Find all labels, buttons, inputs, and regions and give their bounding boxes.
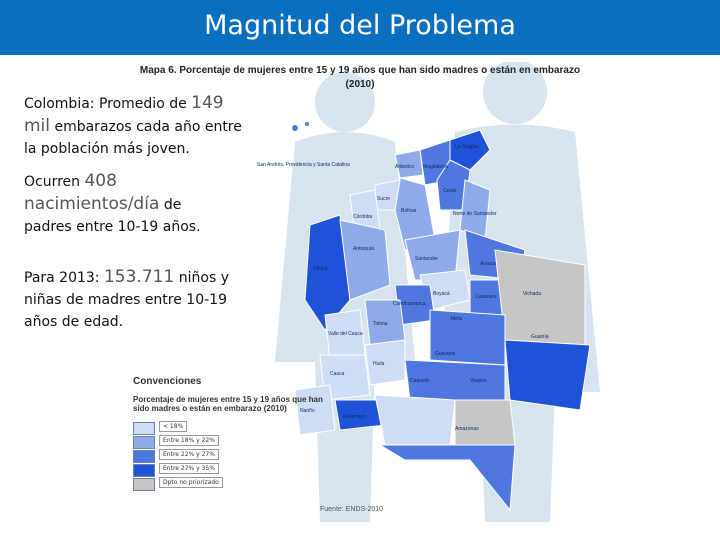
legend-swatch	[133, 422, 155, 435]
map-label-san-andres: San Andrés, Providencia y Santa Catalina	[257, 162, 350, 168]
region-vichada	[495, 250, 585, 345]
legend-item	[133, 422, 243, 434]
map-source: Fuente: ENDS-2010	[320, 506, 384, 513]
islands	[292, 122, 309, 131]
map-label-vaupes: Vaupés	[470, 378, 487, 384]
legend-item	[133, 478, 243, 490]
map-caption	[115, 64, 605, 92]
stat-nacimientos: 408 nacimientos/día	[24, 171, 160, 214]
map-label-choco: Chocó	[313, 266, 328, 272]
map-label-cauca: Cauca	[330, 371, 345, 377]
stat-2013: 153.711	[103, 267, 175, 287]
map-caption-year: (2010)	[345, 79, 375, 90]
map-label-arauca: Arauca	[480, 261, 496, 267]
map-label-guaviare: Guaviare	[435, 351, 456, 357]
legend-items	[133, 422, 243, 492]
legend-title: Convenciones	[133, 376, 202, 387]
map-label-cordoba: Córdoba	[353, 214, 373, 220]
map-label-sucre: Sucre	[377, 196, 391, 202]
map-label-putumayo: Putumayo	[343, 414, 366, 420]
map-label-valle: Valle del Cauca	[328, 331, 363, 337]
legend-swatch	[133, 436, 155, 449]
legend-label: Dpto no priorizado	[159, 477, 223, 488]
map-label-atlantico: Atlántico	[395, 164, 415, 170]
map-label-santander: Santander	[415, 256, 439, 262]
map-label-boyaca: Boyacá	[433, 291, 450, 297]
region-vaupes	[455, 400, 515, 445]
legend-item	[133, 436, 243, 448]
map-label-cundinamarca: Cundinamarca	[393, 301, 426, 307]
map-label-narino: Nariño	[300, 408, 315, 414]
legend-label: Entre 27% y 35%	[159, 463, 219, 474]
map-label-huila: Huila	[373, 361, 385, 367]
map-label-caqueta: Caquetá	[410, 378, 429, 384]
map-label-bolivar: Bolívar	[401, 208, 417, 214]
legend-item	[133, 450, 243, 462]
map-label-meta: Meta	[451, 316, 463, 322]
legend-swatch	[133, 464, 155, 477]
paragraph-nacimientos: Ocurren 408 nacimientos/día de padres entre 10-19 años.	[24, 171, 201, 235]
colombia-map	[255, 100, 605, 520]
map-label-tolima: Tolima	[373, 321, 388, 327]
legend-swatch	[133, 450, 155, 463]
slide-title: Magnitud del Problema	[204, 10, 516, 41]
legend-label: < 18%	[159, 421, 187, 432]
paragraph-2013: Para 2013: 153.711 niños y niñas de madres entre 10-19 años de edad.	[24, 267, 229, 330]
legend-label: Entre 18% y 22%	[159, 435, 219, 446]
legend-label: Entre 22% y 27%	[159, 449, 219, 460]
region-norte-santander	[460, 180, 490, 240]
legend-subtitle: Porcentaje de mujeres entre 15 y 19 años que han sido madres o están en embarazo (2010)	[133, 395, 323, 413]
map-label-antioquia: Antioquia	[353, 246, 374, 252]
legend-swatch	[133, 478, 155, 491]
region-sucre	[375, 180, 400, 210]
region-amazonas	[380, 445, 515, 510]
map-label-guainia: Guainía	[531, 334, 549, 340]
map-label-cesar: Cesar	[443, 188, 457, 194]
map-label-la-guajira: La Guajira	[455, 144, 479, 150]
region-caqueta	[375, 395, 455, 445]
legend-item	[133, 464, 243, 476]
map-label-norte-santander: Norte de Santander	[453, 211, 497, 217]
paragraph-embarazos: Colombia: Promedio de 149 mil embarazos cada año entre la población más joven.	[24, 93, 242, 157]
map-label-amazonas: Amazonas	[455, 426, 479, 432]
region-huila	[365, 340, 405, 385]
region-guainia	[505, 340, 590, 410]
map-label-magdalena: Magdalena	[423, 164, 448, 170]
stat-embarazos: 149 mil	[24, 93, 224, 136]
map-legend	[133, 376, 333, 413]
map-caption-line1: Mapa 6. Porcentaje de mujeres entre 15 y 19 años que han sido madres o están en embarazo	[139, 65, 581, 76]
map-label-vichada: Vichada	[523, 291, 541, 297]
map-label-casanare: Casanare	[475, 294, 497, 300]
